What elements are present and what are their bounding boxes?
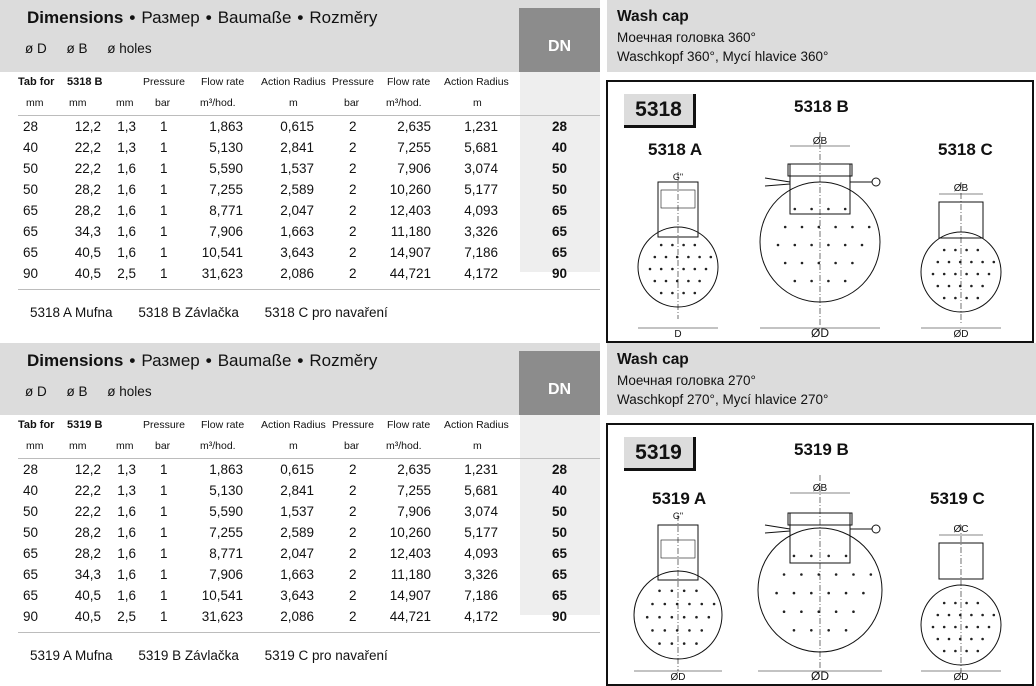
table-cell: 1,663 bbox=[280, 224, 314, 239]
title-ru: Размер bbox=[141, 8, 200, 27]
label-variant-a: 5319 A bbox=[652, 489, 707, 508]
unit-flow-1: m³/hod. bbox=[200, 440, 236, 452]
variant-b-holes bbox=[777, 208, 871, 283]
footer-variant-c: 5319 C pro navaření bbox=[264, 648, 388, 663]
cell-dn: 65 bbox=[552, 245, 568, 260]
table-cell: 44,721 bbox=[389, 609, 431, 624]
table-cell: 2 bbox=[349, 224, 357, 239]
table-cell: 40 bbox=[23, 140, 39, 155]
variant-b-pin bbox=[765, 531, 790, 533]
table-row bbox=[0, 462, 600, 483]
table-cell: 28 bbox=[23, 119, 39, 134]
variant-b-dim-d: ØD bbox=[811, 669, 829, 683]
title-separator: • bbox=[205, 8, 212, 27]
table-cell: 7,255 bbox=[397, 140, 431, 155]
unit-flow-2: m³/hod. bbox=[386, 440, 422, 452]
table-cell: 2,841 bbox=[280, 483, 314, 498]
table-cell: 5,681 bbox=[464, 483, 498, 498]
table-cell: 50 bbox=[23, 182, 39, 197]
unit-mm-1: mm bbox=[26, 440, 44, 452]
col-pressure-2: Pressure bbox=[332, 76, 375, 88]
variant-b-pin bbox=[765, 184, 790, 186]
title-ru: Размер bbox=[141, 351, 200, 370]
table-cell: 40,5 bbox=[74, 266, 101, 281]
table-cell: 1 bbox=[160, 567, 168, 582]
table-cell: 2,5 bbox=[117, 609, 136, 624]
table-cell: 31,623 bbox=[201, 266, 243, 281]
table-cell: 1 bbox=[160, 182, 168, 197]
wash-cap-de-cz: Waschkopf 270°, Mycí hlavice 270° bbox=[617, 392, 829, 407]
wash-cap-header bbox=[607, 0, 1036, 72]
table-cell: 12,2 bbox=[74, 119, 101, 134]
table-cell: 2 bbox=[349, 546, 357, 561]
unit-bar-1: bar bbox=[155, 440, 171, 452]
table-cell: 1,6 bbox=[117, 588, 136, 603]
footer-variant-b: 5319 B Závlačka bbox=[138, 648, 239, 663]
sub-holes: ø holes bbox=[107, 41, 152, 56]
dimensions-table bbox=[0, 72, 600, 343]
table-row bbox=[0, 609, 600, 630]
unit-bar-1: bar bbox=[155, 97, 171, 109]
table-row bbox=[0, 203, 600, 224]
table-cell: 22,2 bbox=[74, 140, 101, 155]
label-variant-b: 5318 B bbox=[794, 97, 849, 116]
variant-c-dim-d: ØD bbox=[953, 672, 969, 683]
variant-c-dim-d: ØD bbox=[953, 329, 969, 340]
variant-b-pin-ring bbox=[872, 525, 880, 533]
cell-dn: 50 bbox=[552, 161, 568, 176]
table-cell: 90 bbox=[23, 266, 39, 281]
label-variant-b: 5319 B bbox=[794, 440, 849, 459]
variant-b-dim-b: ØB bbox=[812, 136, 828, 147]
table-cell: 2 bbox=[349, 462, 357, 477]
table-cell: 2,5 bbox=[117, 266, 136, 281]
label-variant-c: 5318 C bbox=[938, 140, 993, 159]
table-cell: 14,907 bbox=[389, 588, 431, 603]
variant-a-holes bbox=[649, 244, 712, 295]
unit-m-1: m bbox=[289, 97, 298, 109]
table-cell: 34,3 bbox=[74, 567, 101, 582]
col-action-radius-1: Action Radius bbox=[261, 419, 326, 431]
cell-dn: 40 bbox=[552, 140, 568, 155]
footer-variant-a: 5319 A Mufna bbox=[30, 648, 113, 663]
wash-cap-ru: Моечная головка 270° bbox=[617, 373, 756, 388]
table-cell: 1,231 bbox=[464, 119, 498, 134]
cell-dn: 28 bbox=[552, 462, 568, 477]
variant-b-pin bbox=[765, 525, 790, 529]
table-cell: 12,403 bbox=[389, 203, 431, 218]
unit-mm-2: mm bbox=[69, 97, 87, 109]
variant-a-holes bbox=[646, 590, 715, 645]
table-cell: 2,635 bbox=[397, 462, 431, 477]
table-cell: 1 bbox=[160, 462, 168, 477]
dimensions-title bbox=[27, 8, 377, 28]
dn-header: DN bbox=[519, 8, 600, 72]
table-cell: 1,6 bbox=[117, 245, 136, 260]
table-cell: 8,771 bbox=[209, 546, 243, 561]
table-cell: 7,186 bbox=[464, 588, 498, 603]
sub-diameter-d: ø D bbox=[25, 41, 47, 56]
col-action-radius-2: Action Radius bbox=[444, 419, 509, 431]
table-cell: 1,6 bbox=[117, 546, 136, 561]
variant-a-dim-d: ØD bbox=[670, 672, 686, 683]
table-cell: 14,907 bbox=[389, 245, 431, 260]
title-de: Baumaße bbox=[217, 351, 292, 370]
tab-for-label: Tab for bbox=[18, 419, 55, 431]
table-cell: 2 bbox=[349, 525, 357, 540]
table-cell: 2 bbox=[349, 140, 357, 155]
table-cell: 1 bbox=[160, 140, 168, 155]
table-cell: 1,3 bbox=[117, 140, 136, 155]
table-header-row bbox=[0, 419, 600, 440]
table-cell: 1,3 bbox=[117, 483, 136, 498]
table-row bbox=[0, 483, 600, 504]
table-cell: 2 bbox=[349, 182, 357, 197]
table-cell: 7,186 bbox=[464, 245, 498, 260]
table-cell: 2,841 bbox=[280, 140, 314, 155]
table-cell: 5,681 bbox=[464, 140, 498, 155]
variant-c-holes bbox=[932, 249, 995, 300]
table-cell: 1,663 bbox=[280, 567, 314, 582]
table-cell: 7,906 bbox=[209, 567, 243, 582]
table-cell: 1 bbox=[160, 224, 168, 239]
table-cell: 5,130 bbox=[209, 483, 243, 498]
table-cell: 50 bbox=[23, 525, 39, 540]
model-number-box: 5319 bbox=[624, 437, 696, 471]
table-cell: 1,3 bbox=[117, 462, 136, 477]
unit-mm-1: mm bbox=[26, 97, 44, 109]
table-cell: 11,180 bbox=[390, 224, 431, 239]
dimensions-table bbox=[0, 415, 600, 686]
table-cell: 1,863 bbox=[209, 119, 243, 134]
table-cell: 3,326 bbox=[464, 224, 498, 239]
table-cell: 2 bbox=[349, 588, 357, 603]
table-cell: 5,177 bbox=[464, 182, 498, 197]
table-cell: 1,6 bbox=[117, 567, 136, 582]
col-flow-rate-1: Flow rate bbox=[201, 419, 245, 431]
title-separator: • bbox=[129, 351, 136, 370]
table-cell: 1,6 bbox=[117, 203, 136, 218]
table-cell: 8,771 bbox=[209, 203, 243, 218]
cell-dn: 50 bbox=[552, 525, 568, 540]
table-cell: 1 bbox=[160, 504, 168, 519]
variant-a-dim-g: G" bbox=[672, 172, 684, 182]
table-cell: 22,2 bbox=[74, 504, 101, 519]
table-cell: 44,721 bbox=[389, 266, 431, 281]
table-cell: 11,180 bbox=[390, 567, 431, 582]
table-cell: 22,2 bbox=[74, 483, 101, 498]
footer-variant-c: 5318 C pro navaření bbox=[264, 305, 388, 320]
footer-variant-b: 5318 B Závlačka bbox=[138, 305, 239, 320]
table-cell: 5,590 bbox=[209, 504, 243, 519]
table-cell: 90 bbox=[23, 609, 39, 624]
cell-dn: 65 bbox=[552, 224, 568, 239]
unit-m-2: m bbox=[473, 97, 482, 109]
table-cell: 10,541 bbox=[201, 588, 243, 603]
table-cell: 3,074 bbox=[464, 504, 498, 519]
table-cell: 1,537 bbox=[280, 161, 314, 176]
table-row bbox=[0, 266, 600, 287]
table-divider bbox=[18, 458, 600, 459]
table-cell: 10,541 bbox=[201, 245, 243, 260]
table-footer bbox=[30, 648, 410, 663]
table-cell: 28,2 bbox=[74, 525, 101, 540]
table-row bbox=[0, 119, 600, 140]
table-cell: 1 bbox=[160, 119, 168, 134]
footer-variant-a: 5318 A Mufna bbox=[30, 305, 113, 320]
table-cell: 2 bbox=[349, 245, 357, 260]
table-cell: 65 bbox=[23, 546, 39, 561]
table-row bbox=[0, 224, 600, 245]
table-cell: 34,3 bbox=[74, 224, 101, 239]
dimensions-header bbox=[0, 0, 600, 72]
dn-header: DN bbox=[519, 351, 600, 415]
variant-b-dim-d: ØD bbox=[811, 326, 829, 340]
table-cell: 3,643 bbox=[280, 588, 314, 603]
table-cell: 3,074 bbox=[464, 161, 498, 176]
title-separator: • bbox=[297, 351, 304, 370]
wash-cap-ru: Моечная головка 360° bbox=[617, 30, 756, 45]
table-cell: 2,086 bbox=[280, 266, 314, 281]
table-row bbox=[0, 567, 600, 588]
cell-dn: 90 bbox=[552, 266, 568, 281]
table-cell: 40,5 bbox=[74, 588, 101, 603]
table-row bbox=[0, 245, 600, 266]
table-header-row bbox=[0, 76, 600, 97]
wash-cap-title: Wash cap bbox=[617, 8, 689, 25]
table-cell: 2,047 bbox=[280, 546, 314, 561]
wash-cap-de-cz: Waschkopf 360°, Mycí hlavice 360° bbox=[617, 49, 829, 64]
table-cell: 40,5 bbox=[74, 245, 101, 260]
label-variant-a: 5318 A bbox=[648, 140, 703, 159]
unit-m-1: m bbox=[289, 440, 298, 452]
variant-b-pin bbox=[765, 178, 790, 182]
table-cell: 1,863 bbox=[209, 462, 243, 477]
unit-bar-2: bar bbox=[344, 97, 360, 109]
variant-a-dim-d: D bbox=[674, 329, 682, 340]
cell-dn: 65 bbox=[552, 588, 568, 603]
table-cell: 3,643 bbox=[280, 245, 314, 260]
table-cell: 50 bbox=[23, 161, 39, 176]
wash-cap-title: Wash cap bbox=[617, 351, 689, 368]
variant-c-dim-top: ØB bbox=[953, 183, 969, 194]
table-cell: 2 bbox=[349, 161, 357, 176]
table-cell: 2,047 bbox=[280, 203, 314, 218]
table-cell: 1,6 bbox=[117, 504, 136, 519]
table-cell: 7,906 bbox=[209, 224, 243, 239]
table-cell: 1,6 bbox=[117, 525, 136, 540]
table-cell: 7,906 bbox=[397, 161, 431, 176]
table-cell: 2 bbox=[349, 119, 357, 134]
table-cell: 1 bbox=[160, 588, 168, 603]
table-cell: 10,260 bbox=[389, 182, 431, 197]
table-cell: 2,086 bbox=[280, 609, 314, 624]
table-cell: 2 bbox=[349, 266, 357, 281]
unit-mm-3: mm bbox=[116, 440, 134, 452]
table-cell: 22,2 bbox=[74, 161, 101, 176]
table-cell: 1,6 bbox=[117, 224, 136, 239]
variant-b-holes bbox=[775, 555, 872, 632]
title-cz: Rozměry bbox=[309, 8, 378, 27]
unit-mm-2: mm bbox=[69, 440, 87, 452]
unit-bar-2: bar bbox=[344, 440, 360, 452]
model-number-box: 5318 bbox=[624, 94, 696, 128]
table-cell: 0,615 bbox=[280, 119, 314, 134]
section-5319 bbox=[0, 343, 1036, 686]
table-cell: 31,623 bbox=[201, 609, 243, 624]
wash-cap-header bbox=[607, 343, 1036, 415]
title-en: Dimensions bbox=[27, 8, 124, 27]
table-cell: 65 bbox=[23, 224, 39, 239]
table-cell: 2,589 bbox=[280, 525, 314, 540]
table-row bbox=[0, 525, 600, 546]
table-cell: 28 bbox=[23, 462, 39, 477]
table-cell: 1,537 bbox=[280, 504, 314, 519]
tab-for-model: 5319 B bbox=[67, 419, 103, 431]
table-row bbox=[0, 504, 600, 525]
table-cell: 5,177 bbox=[464, 525, 498, 540]
title-en: Dimensions bbox=[27, 351, 124, 370]
table-cell: 65 bbox=[23, 588, 39, 603]
table-cell: 1 bbox=[160, 266, 168, 281]
variant-c-holes bbox=[932, 602, 995, 653]
dimensions-title bbox=[27, 351, 377, 371]
cell-dn: 50 bbox=[552, 504, 568, 519]
table-cell: 1 bbox=[160, 525, 168, 540]
table-cell: 4,172 bbox=[464, 266, 498, 281]
title-de: Baumaße bbox=[217, 8, 292, 27]
table-cell: 12,403 bbox=[389, 546, 431, 561]
tab-for-model: 5318 B bbox=[67, 76, 103, 88]
variant-a-dim-g: G" bbox=[672, 511, 684, 521]
col-action-radius-1: Action Radius bbox=[261, 76, 326, 88]
table-cell: 5,130 bbox=[209, 140, 243, 155]
table-cell: 28,2 bbox=[74, 182, 101, 197]
table-divider bbox=[18, 632, 600, 633]
table-cell: 2,589 bbox=[280, 182, 314, 197]
cell-dn: 65 bbox=[552, 567, 568, 582]
cell-dn: 65 bbox=[552, 546, 568, 561]
table-cell: 2 bbox=[349, 609, 357, 624]
table-footer bbox=[30, 305, 410, 320]
table-divider bbox=[18, 289, 600, 290]
table-cell: 10,260 bbox=[389, 525, 431, 540]
dimensions-subheader bbox=[25, 41, 168, 56]
title-cz: Rozměry bbox=[309, 351, 378, 370]
cell-dn: 90 bbox=[552, 609, 568, 624]
table-cell: 3,326 bbox=[464, 567, 498, 582]
cell-dn: 50 bbox=[552, 182, 568, 197]
unit-m-2: m bbox=[473, 440, 482, 452]
col-flow-rate-2: Flow rate bbox=[387, 76, 431, 88]
unit-mm-3: mm bbox=[116, 97, 134, 109]
table-row bbox=[0, 140, 600, 161]
variant-b-dim-b: ØB bbox=[812, 483, 828, 494]
title-separator: • bbox=[297, 8, 304, 27]
cell-dn: 28 bbox=[552, 119, 568, 134]
table-cell: 1 bbox=[160, 609, 168, 624]
variant-b-pin-ring bbox=[872, 178, 880, 186]
table-cell: 5,590 bbox=[209, 161, 243, 176]
cell-dn: 40 bbox=[552, 483, 568, 498]
col-pressure-2: Pressure bbox=[332, 419, 375, 431]
table-cell: 65 bbox=[23, 245, 39, 260]
table-cell: 7,255 bbox=[397, 483, 431, 498]
sub-diameter-d: ø D bbox=[25, 384, 47, 399]
col-flow-rate-2: Flow rate bbox=[387, 419, 431, 431]
table-cell: 7,255 bbox=[209, 182, 243, 197]
table-cell: 2 bbox=[349, 483, 357, 498]
table-cell: 1 bbox=[160, 546, 168, 561]
dimensions-header bbox=[0, 343, 600, 415]
title-separator: • bbox=[205, 351, 212, 370]
table-cell: 7,255 bbox=[209, 525, 243, 540]
col-action-radius-2: Action Radius bbox=[444, 76, 509, 88]
table-cell: 1,231 bbox=[464, 462, 498, 477]
label-variant-c: 5319 C bbox=[930, 489, 985, 508]
col-flow-rate-1: Flow rate bbox=[201, 76, 245, 88]
table-cell: 40,5 bbox=[74, 609, 101, 624]
cell-dn: 65 bbox=[552, 203, 568, 218]
table-cell: 1,3 bbox=[117, 119, 136, 134]
table-cell: 7,906 bbox=[397, 504, 431, 519]
table-cell: 50 bbox=[23, 504, 39, 519]
table-cell: 2 bbox=[349, 504, 357, 519]
table-cell: 0,615 bbox=[280, 462, 314, 477]
sub-holes: ø holes bbox=[107, 384, 152, 399]
table-cell: 1 bbox=[160, 483, 168, 498]
table-cell: 28,2 bbox=[74, 546, 101, 561]
table-cell: 1,6 bbox=[117, 182, 136, 197]
table-row bbox=[0, 161, 600, 182]
variant-c-dim-top: ØC bbox=[953, 524, 969, 535]
table-cell: 1,6 bbox=[117, 161, 136, 176]
table-row bbox=[0, 588, 600, 609]
table-cell: 4,093 bbox=[464, 203, 498, 218]
table-cell: 4,172 bbox=[464, 609, 498, 624]
title-separator: • bbox=[129, 8, 136, 27]
col-pressure-1: Pressure bbox=[143, 76, 186, 88]
table-cell: 1 bbox=[160, 245, 168, 260]
table-cell: 2 bbox=[349, 203, 357, 218]
table-cell: 2 bbox=[349, 567, 357, 582]
table-row bbox=[0, 182, 600, 203]
unit-flow-2: m³/hod. bbox=[386, 97, 422, 109]
table-row bbox=[0, 546, 600, 567]
table-cell: 65 bbox=[23, 203, 39, 218]
col-pressure-1: Pressure bbox=[143, 419, 186, 431]
table-cell: 1 bbox=[160, 161, 168, 176]
drawing-panel bbox=[606, 80, 1034, 343]
dimensions-subheader bbox=[25, 384, 168, 399]
table-cell: 28,2 bbox=[74, 203, 101, 218]
drawing-panel bbox=[606, 423, 1034, 686]
table-cell: 65 bbox=[23, 567, 39, 582]
table-cell: 2,635 bbox=[397, 119, 431, 134]
table-cell: 1 bbox=[160, 203, 168, 218]
table-divider bbox=[18, 115, 600, 116]
sub-diameter-b: ø B bbox=[66, 384, 88, 399]
table-cell: 12,2 bbox=[74, 462, 101, 477]
tab-for-label: Tab for bbox=[18, 76, 55, 88]
sub-diameter-b: ø B bbox=[66, 41, 88, 56]
unit-flow-1: m³/hod. bbox=[200, 97, 236, 109]
table-cell: 40 bbox=[23, 483, 39, 498]
table-cell: 4,093 bbox=[464, 546, 498, 561]
